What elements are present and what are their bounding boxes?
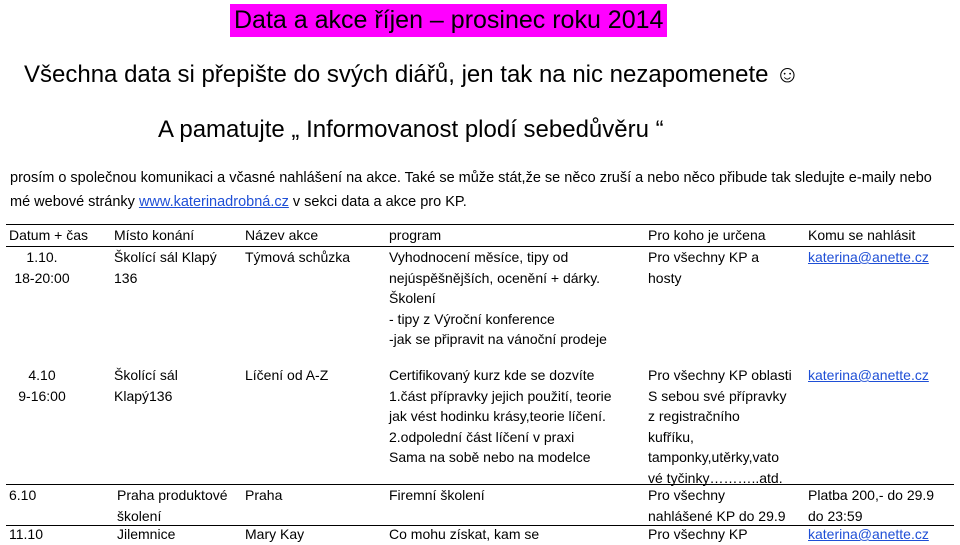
table-header (0, 225, 960, 247)
place-cell: Jilemnice (117, 526, 176, 542)
header-audience: Pro koho je určena (648, 227, 766, 243)
contact-cell (808, 247, 929, 268)
header-event: Název akce (245, 227, 319, 243)
contact-cell: Platba 200,- do 29.9 do 23:59 (808, 487, 935, 524)
intro-text-2: v sekci data a akce pro KP. (288, 194, 467, 210)
header-program: program (389, 227, 442, 243)
date-cell: 1.10. 18-20:00 (14, 249, 70, 286)
program-cell: Firemní školení (389, 487, 485, 503)
header-date: Datum + čas (9, 227, 88, 243)
audience-cell: Pro všechny nahlášené KP do 29.9 (648, 487, 786, 524)
reminder-text: Všechna data si přepište do svých diářů, jen tak na nic nezapomenete ☺ (24, 61, 800, 88)
date-cell: 6.10 (9, 487, 37, 503)
event-name-cell: Mary Kay (245, 526, 305, 542)
page-title: Data a akce říjen – prosinec roku 2014 (230, 4, 667, 37)
date-cell: 11.10 (9, 526, 43, 542)
intro-text-1: prosím o společnou komunikaci a včasné nahlášení na akce. Také se může stát,že se něco zruší a nebo něco přibude tak sledujte e-maily nebo mé webové stránky (10, 170, 932, 210)
program-cell: Certifikovaný kurz kde se dozvíte 1.část přípravky jejich použití, teorie jak vést hodinku krásy,teorie líčení. 2.odpolední část líčení v praxi Sama na sobě nebo na modelce (389, 367, 612, 465)
event-name-cell: Líčení od A-Z (245, 367, 329, 383)
audience-cell: Pro všechny KP a hosty (648, 249, 760, 286)
program-cell: Co mohu získat, kam se (389, 526, 540, 542)
audience-cell: Pro všechny KP oblasti S sebou své přípravky z registračního kufříku, tamponky,utěrky,vato vé tyčinky………..atd. (648, 367, 792, 486)
audience-cell: Pro všechny KP (648, 526, 748, 542)
intro-paragraph (10, 166, 950, 214)
event-name-cell: Praha (245, 487, 283, 503)
website-link[interactable]: www.katerinadrobná.cz (138, 194, 289, 210)
contact-cell (808, 365, 929, 386)
contact-email-link[interactable]: katerina@anette.cz (808, 367, 929, 383)
place-cell: Školící sál Klapý136 (114, 367, 178, 404)
contact-email-link[interactable]: katerina@anette.cz (808, 249, 929, 265)
contact-cell (808, 524, 929, 545)
program-cell: Vyhodnocení měsíce, tipy od nejúspěšnějších, ocenění + dárky. Školení - tipy z Výroční konference -jak se připravit na vánoční prodeje (389, 249, 607, 347)
motto-text: A pamatujte „ Informovanost plodí sebedůvěru “ (158, 116, 664, 143)
date-cell: 4.10 9-16:00 (18, 367, 66, 404)
header-place: Místo konání (114, 227, 195, 243)
event-name-cell: Týmová schůzka (245, 249, 351, 265)
place-cell: Praha produktové školení (117, 487, 228, 524)
contact-email-link[interactable]: katerina@anette.cz (808, 526, 929, 542)
header-contact: Komu se nahlásit (808, 227, 916, 243)
place-cell: Školící sál Klapý 136 (114, 249, 217, 286)
